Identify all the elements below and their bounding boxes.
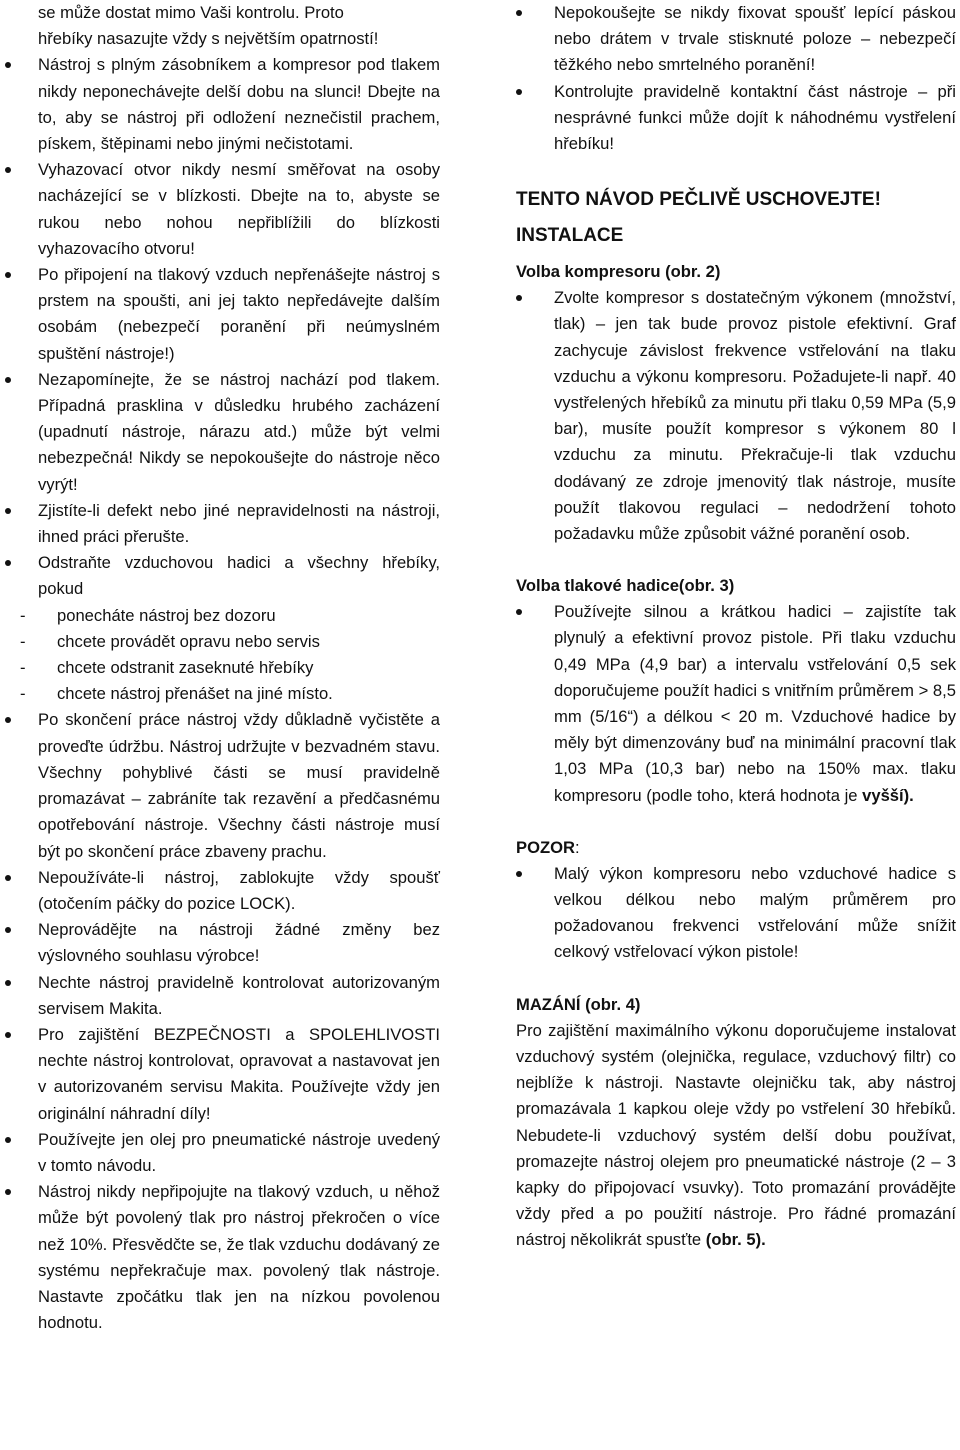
safety-list-a <box>0 52 440 602</box>
lubrication-heading: MAZÁNÍ (obr. 4) <box>516 994 641 1014</box>
warning-list <box>478 861 956 966</box>
lead-line-1: se může dostat mimo Vaši kontrolu. Proto <box>38 3 344 22</box>
keep-manual-heading: TENTO NÁVOD PEČLIVĚ USCHOVEJTE! <box>516 189 881 211</box>
list-item: Nepokoušejte se nikdy fixovat spoušť lepící páskou nebo drátem v trvale stisknuté poloze – nebezpečí těžkého nebo smrtelného poranění! <box>478 0 956 79</box>
compressor-heading: Volba kompresoru (obr. 2) <box>516 262 721 282</box>
list-item: Odstraňte vzduchovou hadici a všechny hřebíky, pokud <box>0 550 440 602</box>
warning-heading <box>478 835 956 861</box>
safety-list-b <box>0 707 440 1336</box>
list-item: Malý výkon kompresoru nebo vzduchové hadice s velkou délkou nebo malým průměrem pro požadovanou frekvenci vstřelování může snížit celkový vstřelovací výkon pistole! <box>478 861 956 966</box>
safety-list-top <box>478 0 956 157</box>
list-item: Neprovádějte na nástroji žádné změny bez výslovného souhlasu výrobce! <box>0 917 440 969</box>
list-item: Nezapomínejte, že se nástroj nachází pod tlakem. Případná prasklina v důsledku hrubého zacházení (upadnutí nástroje, nárazu atd.) může být velmi nebezpečná! Nikdy se nepokoušejte do nástroje něco vyrýt! <box>0 367 440 498</box>
hose-text-end: vyšší). <box>862 785 914 805</box>
list-item: Po připojení na tlakový vzduch nepřenášejte nástroj s prstem na spoušti, ani jej takto nepředávejte dalším osobám (nebezpečí poranění při neúmyslném spuštění nástroje!) <box>0 262 440 367</box>
lubrication-body: Pro zajištění maximálního výkonu doporučujeme instalovat vzduchový systém (olejnička, regulace, vzduchový filtr) co nejblíže k nástroji. Nastavte olejničku tak, aby nástroj promazávala 1 kapkou oleje vždy po vstřelení 30 hřebíků. Nebudete-li vzduchový systém delší dobu používat, promazejte nástroj olejem pro pneumatické nástroje (2 – 3 kapky do připojovací vsuvky). Toto promazání provádějte vždy před a po použití nástroje. Pro řádné promazání nástroj několikrát spusťte <box>516 1020 956 1250</box>
list-item <box>478 599 956 809</box>
list-item: Pro zajištění BEZPEČNOSTI a SPOLEHLIVOSTI nechte nástroj kontrolovat, opravovat a nastavovat jen v autorizovaném servisu Makita. Používejte vždy jen originální náhradní díly! <box>0 1022 440 1127</box>
warning-label: POZOR <box>516 837 576 857</box>
lubrication-ref: (obr. 5). <box>705 1230 766 1250</box>
list-item: Nástroj s plným zásobníkem a kompresor pod tlakem nikdy neponechávejte delší dobu na slunci! Dbejte na to, aby se nástroj při odložení neznečistil prachem, pískem, štěpinami nebo jinými nečistotami. <box>0 52 440 157</box>
left-column <box>0 0 440 1336</box>
list-item: Nepoužíváte-li nástroj, zablokujte vždy spoušť (otočením páčky do pozice LOCK). <box>0 865 440 917</box>
install-heading: INSTALACE <box>516 225 624 247</box>
dash-list <box>0 603 440 708</box>
hose-heading: Volba tlakové hadice(obr. 3) <box>516 576 735 596</box>
hose-list <box>478 599 956 809</box>
list-item: Nechte nástroj pravidelně kontrolovat autorizovaným servisem Makita. <box>0 970 440 1022</box>
list-item: Zjistíte-li defekt nebo jiné nepravidelnosti na nástroji, ihned práci přerušte. <box>0 498 440 550</box>
dash-item: - chcete provádět opravu nebo servis <box>0 629 440 655</box>
list-item: Po skončení práce nástroj vždy důkladně vyčistěte a proveďte údržbu. Nástroj udržujte v bezvadném stavu. Všechny pohyblivé části se musí pravidelně promazávat – zabráníte tak rezavění a předčasnému opotřebování nástroje. Všechny části nástroje musí být po skončení práce zbaveny prachu. <box>0 707 440 864</box>
warning-colon: : <box>575 837 580 857</box>
list-item: Kontrolujte pravidelně kontaktní část nástroje – při nesprávné funkci může dojít k náhodnému vystřelení hřebíku! <box>478 79 956 158</box>
list-item: Zvolte kompresor s dostatečným výkonem (množství, tlak) – jen tak bude provoz pistole efektivní. Graf zachycuje závislost frekvence vstřelování na tlaku vzduchu a výkonu kompresoru. Požadujete-li např. 40 vystřelených hřebíků za minutu při tlaku 0,59 MPa (5,9 bar), musíte použít kompresor s výkonem 80 l vzduchu za minutu. Překračuje-li tlak vzduchu dodávaný ze zdroje jmenovitý tlak nástroje, musíte použít tlakovou regulaci – nedodržení tohoto požadavku může způsobit vážné poranění osob. <box>478 285 956 547</box>
dash-item: - ponecháte nástroj bez dozoru <box>0 603 440 629</box>
lubrication-text <box>478 1018 956 1254</box>
list-item: Nástroj nikdy nepřipojujte na tlakový vzduch, u něhož může být povolený tlak pro nástroj překročen o více než 10%. Přesvědčte se, že tlak vzduchu dodávaný ze systému nepřekračuje max. povolený tlak nástroje. Nastavte zpočátku tlak jen na nízkou povolenou hodnotu. <box>0 1179 440 1336</box>
list-item: Používejte jen olej pro pneumatické nástroje uvedený v tomto návodu. <box>0 1127 440 1179</box>
lead-line-2: hřebíky nasazujte vždy s největším opatrností! <box>38 29 379 49</box>
dash-item: - chcete nástroj přenášet na jiné místo. <box>0 681 440 707</box>
hose-text: Používejte silnou a krátkou hadici – zajistíte tak plynulý a efektivní provoz pistole. Při tlaku vzduchu 0,49 MPa (4,9 bar) a intervalu vstřelování 0,5 sek doporučujeme použít hadici s vnitřním průměrem > 8,5 mm (5/16“) a délkou < 20 m. Vzduchové hadice by měly být dimenzovány buď na minimální pracovní tlak 1,03 MPa (10,3 bar) nebo na 150% max. tlaku kompresoru (podle toho, která hodnota je <box>554 602 956 805</box>
right-column <box>478 0 956 1254</box>
compressor-list <box>478 285 956 547</box>
list-item: Vyhazovací otvor nikdy nesmí směřovat na osoby nacházející se v blízkosti. Dbejte na to, abyste se rukou nebo nohou nepřiblížili do blízkosti vyhazovacího otvoru! <box>0 157 440 262</box>
dash-item: - chcete odstranit zaseknuté hřebíky <box>0 655 440 681</box>
